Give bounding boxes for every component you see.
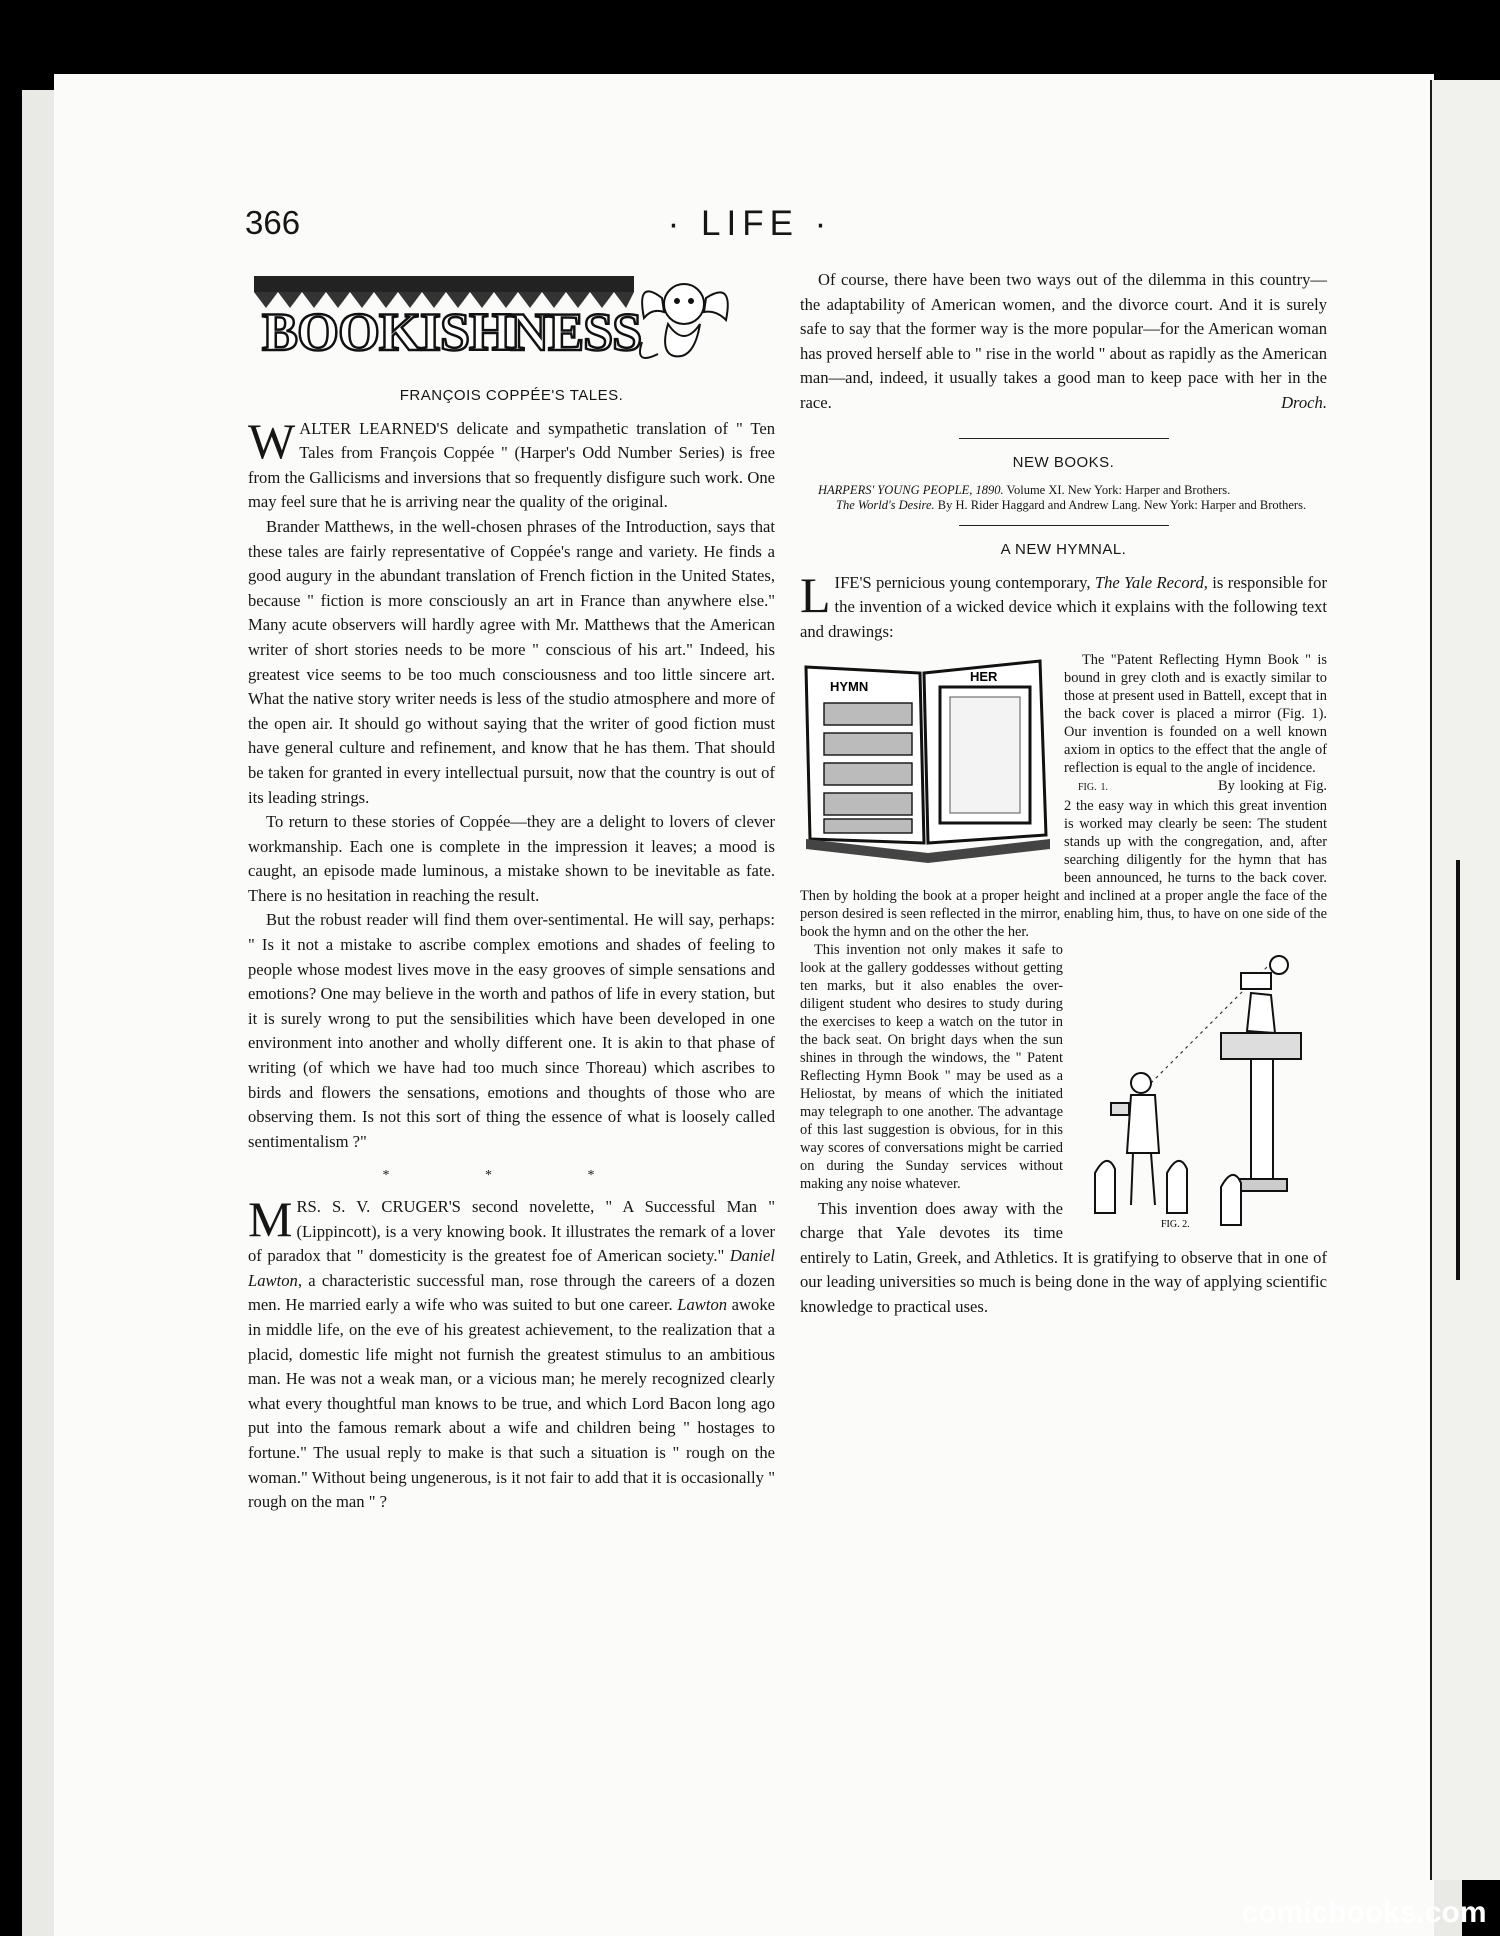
new-book-1: HARPERS' YOUNG PEOPLE, 1890. Volume XI. New York: Harper and Brothers. xyxy=(818,483,1231,498)
coppee-paragraph-3: To return to these stories of Coppée—they are a delight to lovers of clever workmanship. Each one is complete in the impression it leaves; a mood is caught, an episode made luminous, a mistake shown to be inevitable as fate. There is no hesitation in reaching the result. xyxy=(248,812,775,905)
signature: Droch. xyxy=(1281,392,1327,412)
hymnal-paragraph-2: FIG. 1. By looking at Fig. 2 the easy way in which this great invention is worked may clearly be seen: The student stands up with the congregation, and, after searching diligently for the hymn that has been announced, he turns to the back cover. Then by holding the book at a proper height and inclined at a proper angle the face of the person desired is seen reflected in the mirror, enabling him, thus, to have on one side of the book the hymn and on the other the her. xyxy=(800,777,1327,940)
name-daniel-lawton: Daniel Lawton xyxy=(248,1246,775,1290)
fig1-her-label: HER xyxy=(970,668,998,684)
drop-cap-l: L xyxy=(800,566,831,623)
coppee-heading: FRANÇOIS COPPÉE'S TALES. xyxy=(399,387,624,404)
divider xyxy=(959,525,1169,526)
chapel-illustration xyxy=(1071,943,1327,1231)
drop-cap-w: W xyxy=(248,412,296,469)
new-book-2: The World's Desire. By H. Rider Haggard and Andrew Lang. New York: Harper and Brothers. xyxy=(836,498,1307,513)
right-column xyxy=(800,268,1327,1320)
left-column xyxy=(248,384,775,1515)
binding-edge xyxy=(1456,860,1460,1280)
masthead: · LIFE · xyxy=(667,204,833,243)
hymnal-paragraph-1: The "Patent Reflecting Hymn Book " is bound in grey cloth and is exactly similar to those at present used in Battell, except that in the back cover is placed a mirror (Fig. 1). Our invention is founded on a well known axiom in optics to the effect that the angle of reflection is equal to the angle of incidence. xyxy=(1064,651,1327,776)
yale-record-title: The Yale Record, xyxy=(1094,572,1208,592)
hymnal-heading: A NEW HYMNAL. xyxy=(1000,541,1127,559)
hymnal-paragraph-4: This invention does away with the charge that Yale devotes its time entirely to Latin, Greek, and Athletics. It is gratifying to observe that in one of our leading universities so much is being done in the way of applying scientific knowledge to practical uses. xyxy=(800,1198,1327,1316)
banner-title: BOOKISHNESS xyxy=(262,302,642,362)
hymnal-paragraph-3: This invention not only makes it safe to look at the gallery goddesses without getting ten marks, but it also enables the over-diligent student who desires to study during the exercises to keep a watch on the tutor in the back seat. On bright days when the sun shines in through the windows, the " Patent Reflecting Hymn Book " may be used as a Heliostat, by means of which the initiated may telegraph to one another. The advantage of this last suggestion is obvious, for in this way scores of conversations might be carried on during the Sunday services without making any noise whatever. xyxy=(800,941,1063,1192)
section-stars: * * * xyxy=(382,1168,641,1184)
new-books-heading: NEW BOOKS. xyxy=(1012,453,1115,471)
cruger-review: MRS. S. V. CRUGER'S second novelette, " A Successful Man " (Lippincott), is a very knowing book. It illustrates the remark of a lover of paradox that " domesticity is the greatest foe of American society." Daniel Lawton, a characteristic successful man, rose through the careers of a dozen men. He married early a wife who was suited to but one career. Lawton awoke in middle life, on the eve of his greatest achievement, to the realization that a placid, domestic life might not furnish the greatest stimulus to an ambitious man. He was not a weak man, or a vicious man; he merely recognized clearly what every thoughtful man knows to be true, and which Lord Bacon long ago put into the famous remark about a wife and children being " hostages to fortune." The usual reply to make is that such a situation is " rough on the woman." Without being ungenerous, is it not fair to add that it is occasionally " rough on the man " ? xyxy=(248,1191,775,1512)
hymn-book-illustration xyxy=(800,653,1054,873)
divider xyxy=(959,438,1169,439)
facing-page-edge xyxy=(1430,80,1500,1880)
cruger-paragraph-2: Of course, there have been two ways out of the dilemma in this country—the adaptability of American women, and the divorce court. And it is surely safe to say that the former way is the more popular—for the American woman has proved herself able to " rise in the world " about as rapidly as the American man—and, indeed, it usually takes a good man to keep pace with her in the race. Droch. xyxy=(800,268,1327,416)
coppee-paragraph-4: But the robust reader will find them over-sentimental. He will say, perhaps: " Is it not a mistake to ascribe complex emotions and shades of feeling to people whose modest lives move in the easy grooves of simple sensations and emotions? One may believe in the worth and pathos of life in every station, but it is surely wrong to put the sensibilities which have been developed in one environment into another and wholly different one. It is akin to that phase of writing (of which we have had too much since Thoreau) which ascribes to birds and flowers the sensations, emotions and thoughts of those who are observing them. Is not this sort of thing the essence of what is loosely called sentimentalism ?" xyxy=(248,910,775,1151)
drop-cap-m: M xyxy=(248,1191,293,1247)
hymnal-intro: LIFE'S pernicious young contemporary, The Yale Record, is responsible for the invention of a wicked device which it explains with the following text and drawings: xyxy=(800,566,1327,641)
fig1-hymn-label: HYMN xyxy=(830,678,869,694)
name-lawton: Lawton xyxy=(677,1295,728,1315)
cherub-ornament-icon xyxy=(640,284,728,358)
fig2-caption: FIG. 2. xyxy=(1161,1218,1190,1230)
page-number: 366 xyxy=(245,204,301,241)
fig1-caption: FIG. 1. xyxy=(1078,781,1109,793)
coppee-paragraph-2: Brander Matthews, in the well-chosen phrases of the Introduction, says that these tales are fairly representative of Coppée's range and variety. He finds a good augury in the abundant translation of French fiction in the United States, because " fiction is more consciously an art in France than anywhere else." Many acute observers will hardly agree with Mr. Matthews that the American writer of short stories needs to be more " conscious of his art." Indeed, his greatest vice seems to be too much consciousness and too little sincere art. What the native story writer needs is less of the studio atmosphere and more of the open air. It should go without saying that the writer of good fiction must have general culture and refinement, and know that he has them. That should be taken for granted in every intellectual pursuit, now that the country is out of its leading strings. xyxy=(248,516,775,807)
coppee-paragraph-1: WALTER LEARNED'S delicate and sympathetic translation of " Ten Tales from François Coppée " (Harper's Odd Number Series) is free from the Gallicisms and inversions that so frequently disfigure such work. One may feel sure that he is arriving near the quality of the original. xyxy=(248,412,775,512)
bookishness-banner xyxy=(248,268,740,372)
watermark: comicbooks.com xyxy=(1241,1896,1487,1929)
